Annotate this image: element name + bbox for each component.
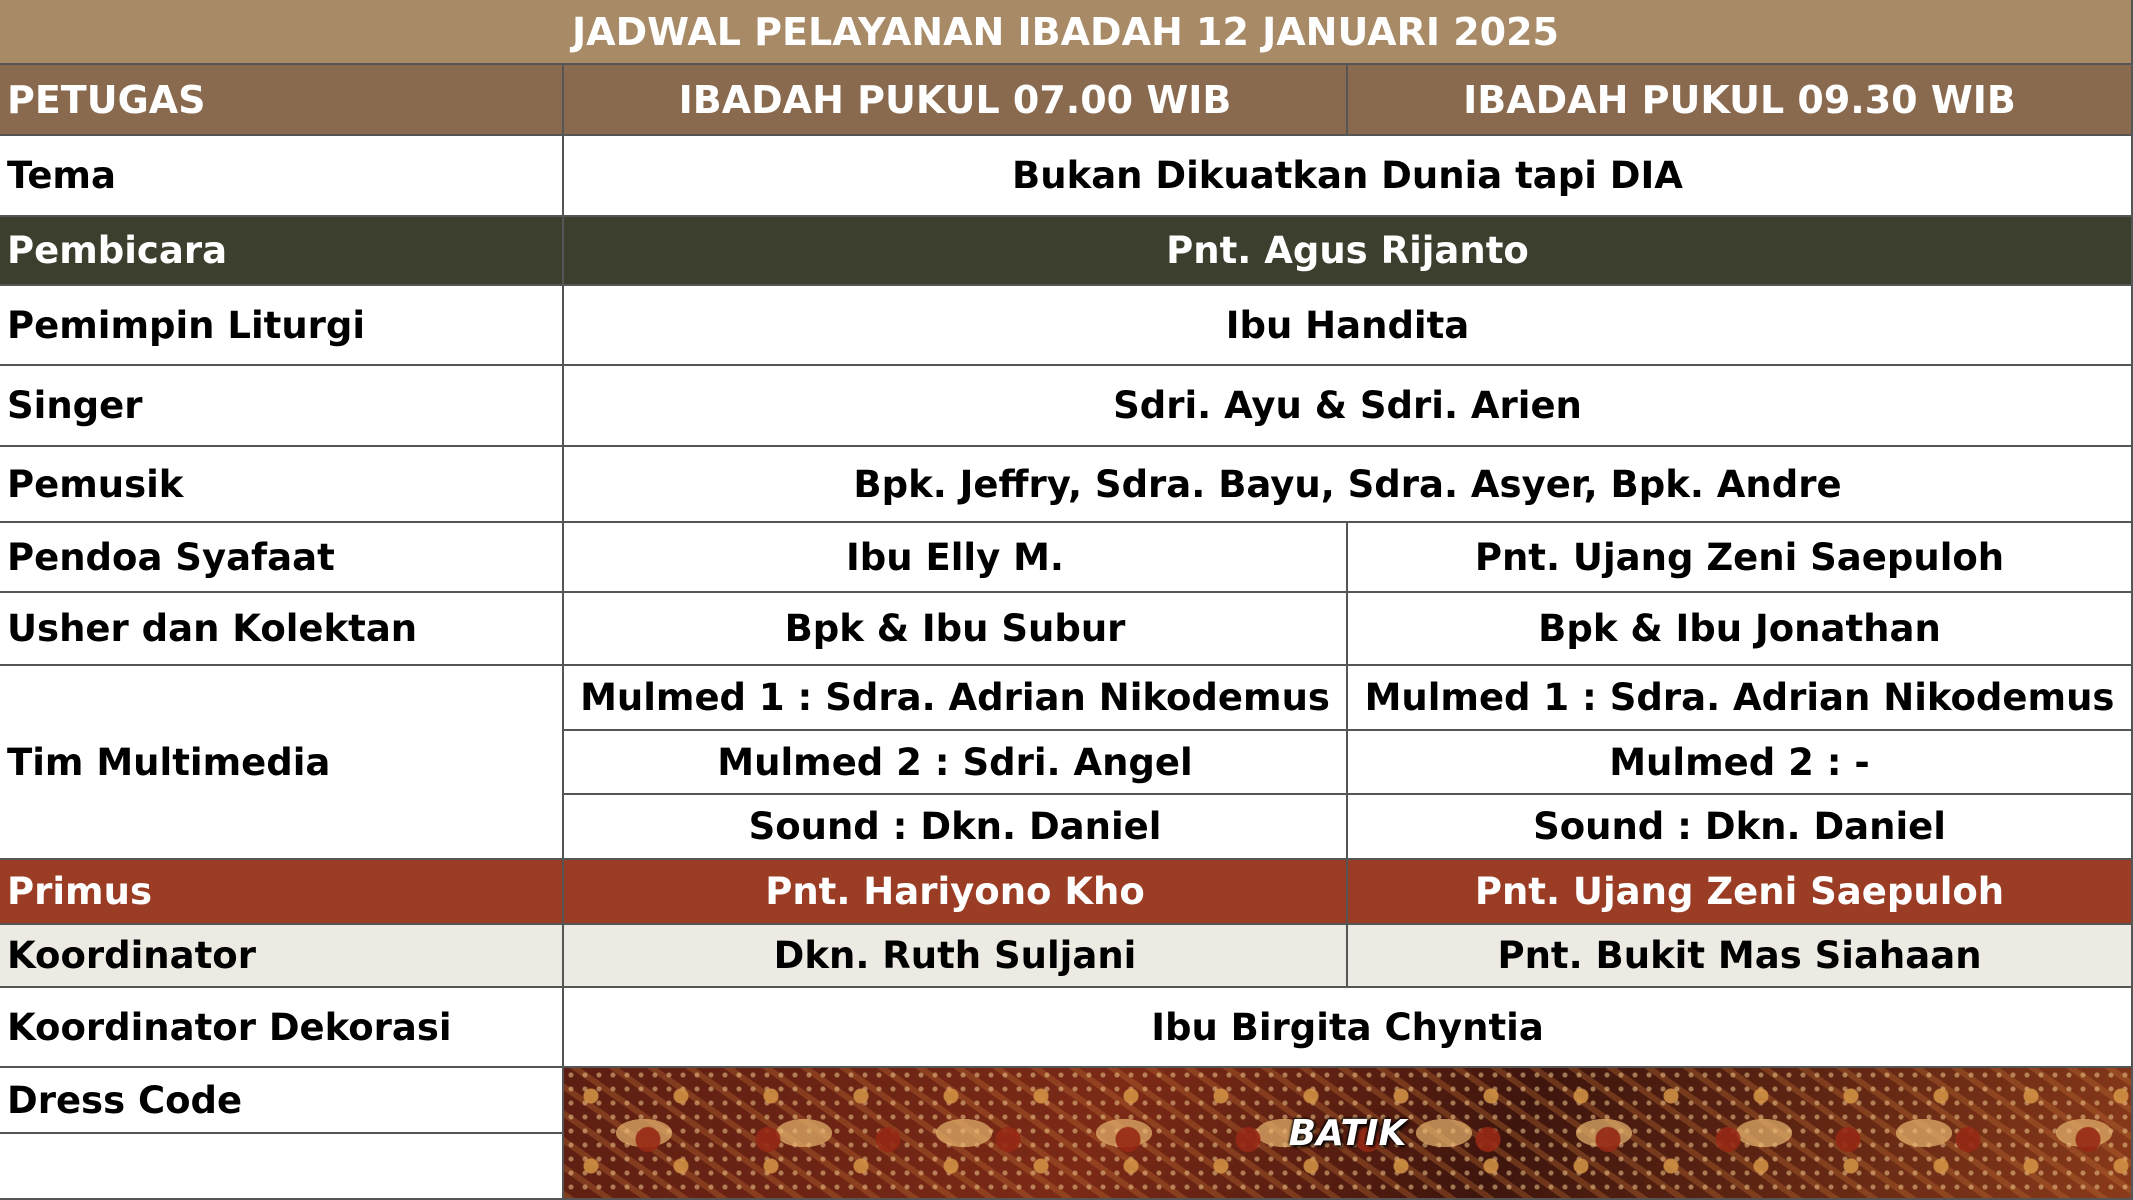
dress-code-value: BATIK (1288, 1112, 1407, 1154)
multimedia-0700-sound: Sound : Dkn. Daniel (564, 795, 1348, 860)
multimedia-0930-sound: Sound : Dkn. Daniel (1348, 795, 2133, 860)
row-label-primus: Primus (0, 860, 564, 925)
row-label-koordinator: Koordinator (0, 925, 564, 988)
header-service-0930: IBADAH PUKUL 09.30 WIB (1348, 65, 2133, 136)
pemusik-value: Bpk. Jeffry, Sdra. Bayu, Sdra. Asyer, Bpk. Andre (564, 447, 2133, 523)
row-label-usher: Usher dan Kolektan (0, 593, 564, 666)
singer-value: Sdri. Ayu & Sdri. Arien (564, 366, 2133, 447)
pembicara-value: Pnt. Agus Rijanto (564, 217, 2133, 286)
header-service-0700: IBADAH PUKUL 07.00 WIB (564, 65, 1348, 136)
row-label-singer: Singer (0, 366, 564, 447)
row-label-pembicara: Pembicara (0, 217, 564, 286)
pemimpin-liturgi-value: Ibu Handita (564, 286, 2133, 366)
multimedia-0700-mulmed2: Mulmed 2 : Sdri. Angel (564, 731, 1348, 795)
pendoa-syafaat-0930: Pnt. Ujang Zeni Saepuloh (1348, 523, 2133, 593)
multimedia-0930-mulmed1: Mulmed 1 : Sdra. Adrian Nikodemus (1348, 666, 2133, 731)
row-label-tema: Tema (0, 136, 564, 217)
row-label-pemimpin-liturgi: Pemimpin Liturgi (0, 286, 564, 366)
row-label-pemusik: Pemusik (0, 447, 564, 523)
multimedia-0700-mulmed1: Mulmed 1 : Sdra. Adrian Nikodemus (564, 666, 1348, 731)
usher-0930: Bpk & Ibu Jonathan (1348, 593, 2133, 666)
usher-0700: Bpk & Ibu Subur (564, 593, 1348, 666)
koordinator-0930: Pnt. Bukit Mas Siahaan (1348, 925, 2133, 988)
koordinator-dekorasi-value: Ibu Birgita Chyntia (564, 988, 2133, 1068)
primus-0930: Pnt. Ujang Zeni Saepuloh (1348, 860, 2133, 925)
row-label-dress-code: Dress Code (0, 1068, 564, 1134)
koordinator-0700: Dkn. Ruth Suljani (564, 925, 1348, 988)
row-label-tim-multimedia: Tim Multimedia (0, 666, 564, 860)
multimedia-0930-mulmed2: Mulmed 2 : - (1348, 731, 2133, 795)
tema-value: Bukan Dikuatkan Dunia tapi DIA (564, 136, 2133, 217)
table-title: JADWAL PELAYANAN IBADAH 12 JANUARI 2025 (0, 0, 2133, 65)
row-label-pendoa-syafaat: Pendoa Syafaat (0, 523, 564, 593)
pendoa-syafaat-0700: Ibu Elly M. (564, 523, 1348, 593)
dress-code-empty-cell (0, 1134, 564, 1200)
dress-code-batik-pattern (564, 1068, 2133, 1200)
primus-0700: Pnt. Hariyono Kho (564, 860, 1348, 925)
row-label-koordinator-dekorasi: Koordinator Dekorasi (0, 988, 564, 1068)
header-petugas: PETUGAS (0, 65, 564, 136)
